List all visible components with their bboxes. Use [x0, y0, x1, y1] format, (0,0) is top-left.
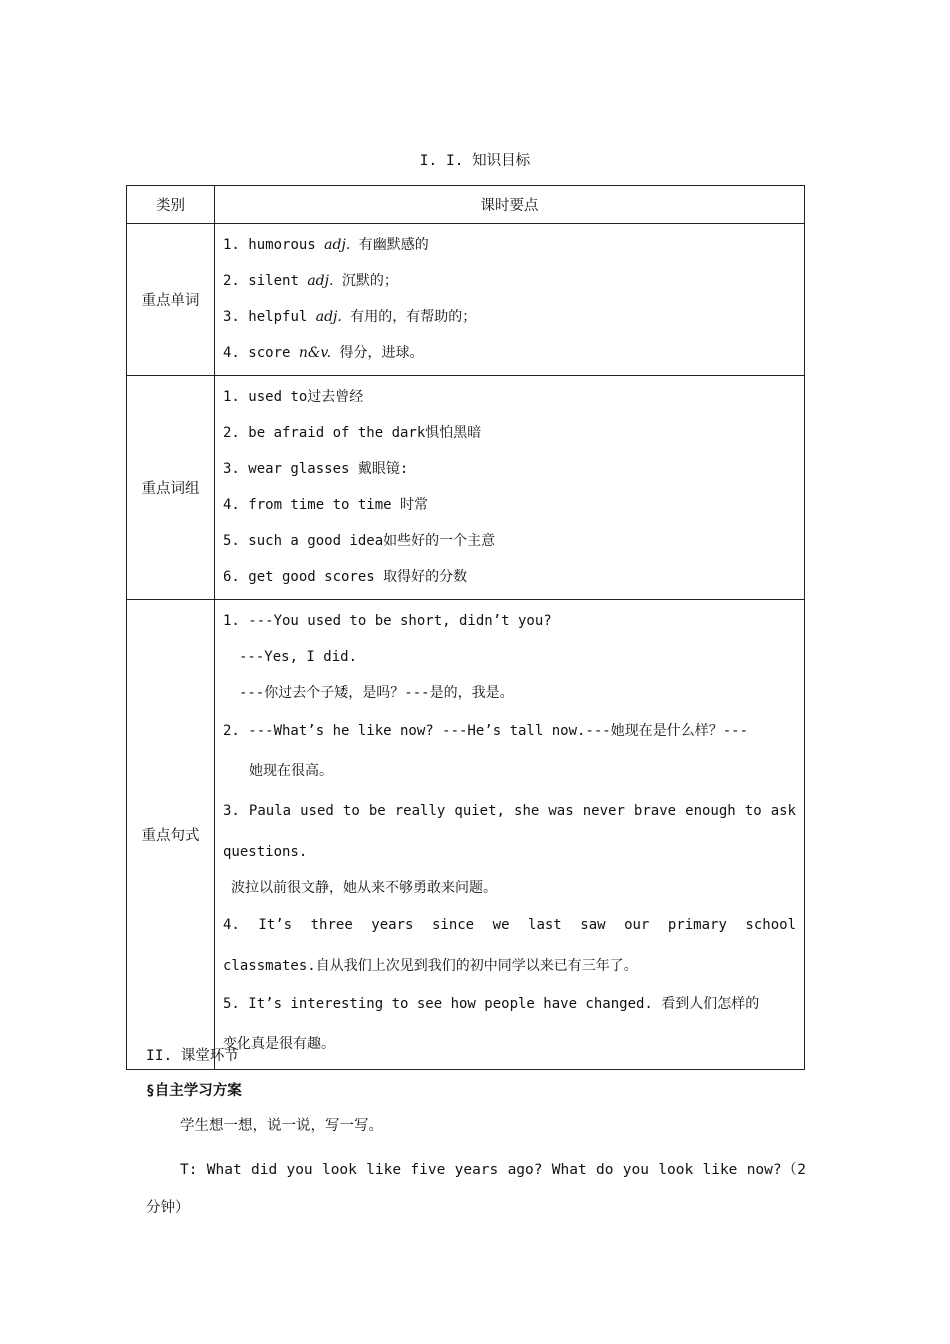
word-item: 1. humorous adj. 有幽默感的 [223, 237, 429, 253]
phrase-item: 2. be afraid of the dark惧怕黑暗 [223, 425, 482, 441]
category-key-sentences: 重点句式 [127, 600, 215, 1070]
word-item: 2. silent adj. 沉默的； [223, 273, 398, 289]
sentence-line: ---你过去个子矮，是吗？---是的，我是。 [239, 685, 514, 701]
paragraph: 学生想一想，说一说，写一写。 [180, 1118, 383, 1134]
sentence-line: classmates.自从我们上次见到我们的初中同学以来已有三年了。 [223, 958, 638, 974]
category-key-phrases: 重点词组 [127, 376, 215, 600]
section-title-self-study: §自主学习方案 [146, 1083, 242, 1099]
sentence-line: questions. [223, 844, 308, 860]
table-header-row [127, 186, 805, 224]
phrase-item: 4. from time to time 时常 [223, 497, 429, 513]
header-category: 类别 [127, 186, 215, 224]
key-words-cell [215, 224, 805, 376]
word-item: 3. helpful adj. 有用的，有帮助的； [223, 309, 477, 325]
paragraph: T: What did you look like five years ago? What do you look like now?（2 分钟） [146, 1162, 806, 1216]
phrase-item: 3. wear glasses 戴眼镜: [223, 461, 409, 477]
sentence-line: ---Yes, I did. [239, 649, 358, 665]
sentence-line: 5. It’s interesting to see how people have changed. 看到人们怎样的 [223, 996, 760, 1012]
sentence-line: 变化真是很有趣。 [223, 1036, 335, 1052]
word-item: 4. score n&v. 得分，进球。 [223, 345, 424, 361]
knowledge-table [126, 185, 805, 1070]
phrase-item: 5. such a good idea如些好的一个主意 [223, 533, 496, 549]
key-sentences-cell [215, 600, 805, 1070]
section-title-knowledge-goals: I. I. 知识目标 [419, 153, 531, 169]
table-row [127, 376, 805, 600]
table-row [127, 224, 805, 376]
sentence-line: 3. Paula used to be really quiet, she was never brave enough to ask [223, 803, 796, 819]
sentence-line: 她现在很高。 [249, 763, 333, 779]
phrase-item: 1. used to过去曾经 [223, 389, 364, 405]
sentence-line: 波拉以前很文静，她从来不够勇敢来问题。 [231, 880, 497, 896]
key-phrases-cell [215, 376, 805, 600]
sentence-line: 1. ---You used to be short, didn’t you? [223, 613, 552, 629]
section-title-classroom: II. 课堂环节 [146, 1048, 239, 1064]
category-key-words: 重点单词 [127, 224, 215, 376]
sentence-line: 2. ---What’s he like now? ---He’s tall now.---她现在是什么样？--- [223, 723, 749, 739]
sentence-line: 4. It’s three years since we last saw our primary school [223, 917, 796, 933]
phrase-item: 6. get good scores 取得好的分数 [223, 569, 468, 585]
table-row [127, 600, 805, 1070]
header-points: 课时要点 [215, 186, 805, 224]
